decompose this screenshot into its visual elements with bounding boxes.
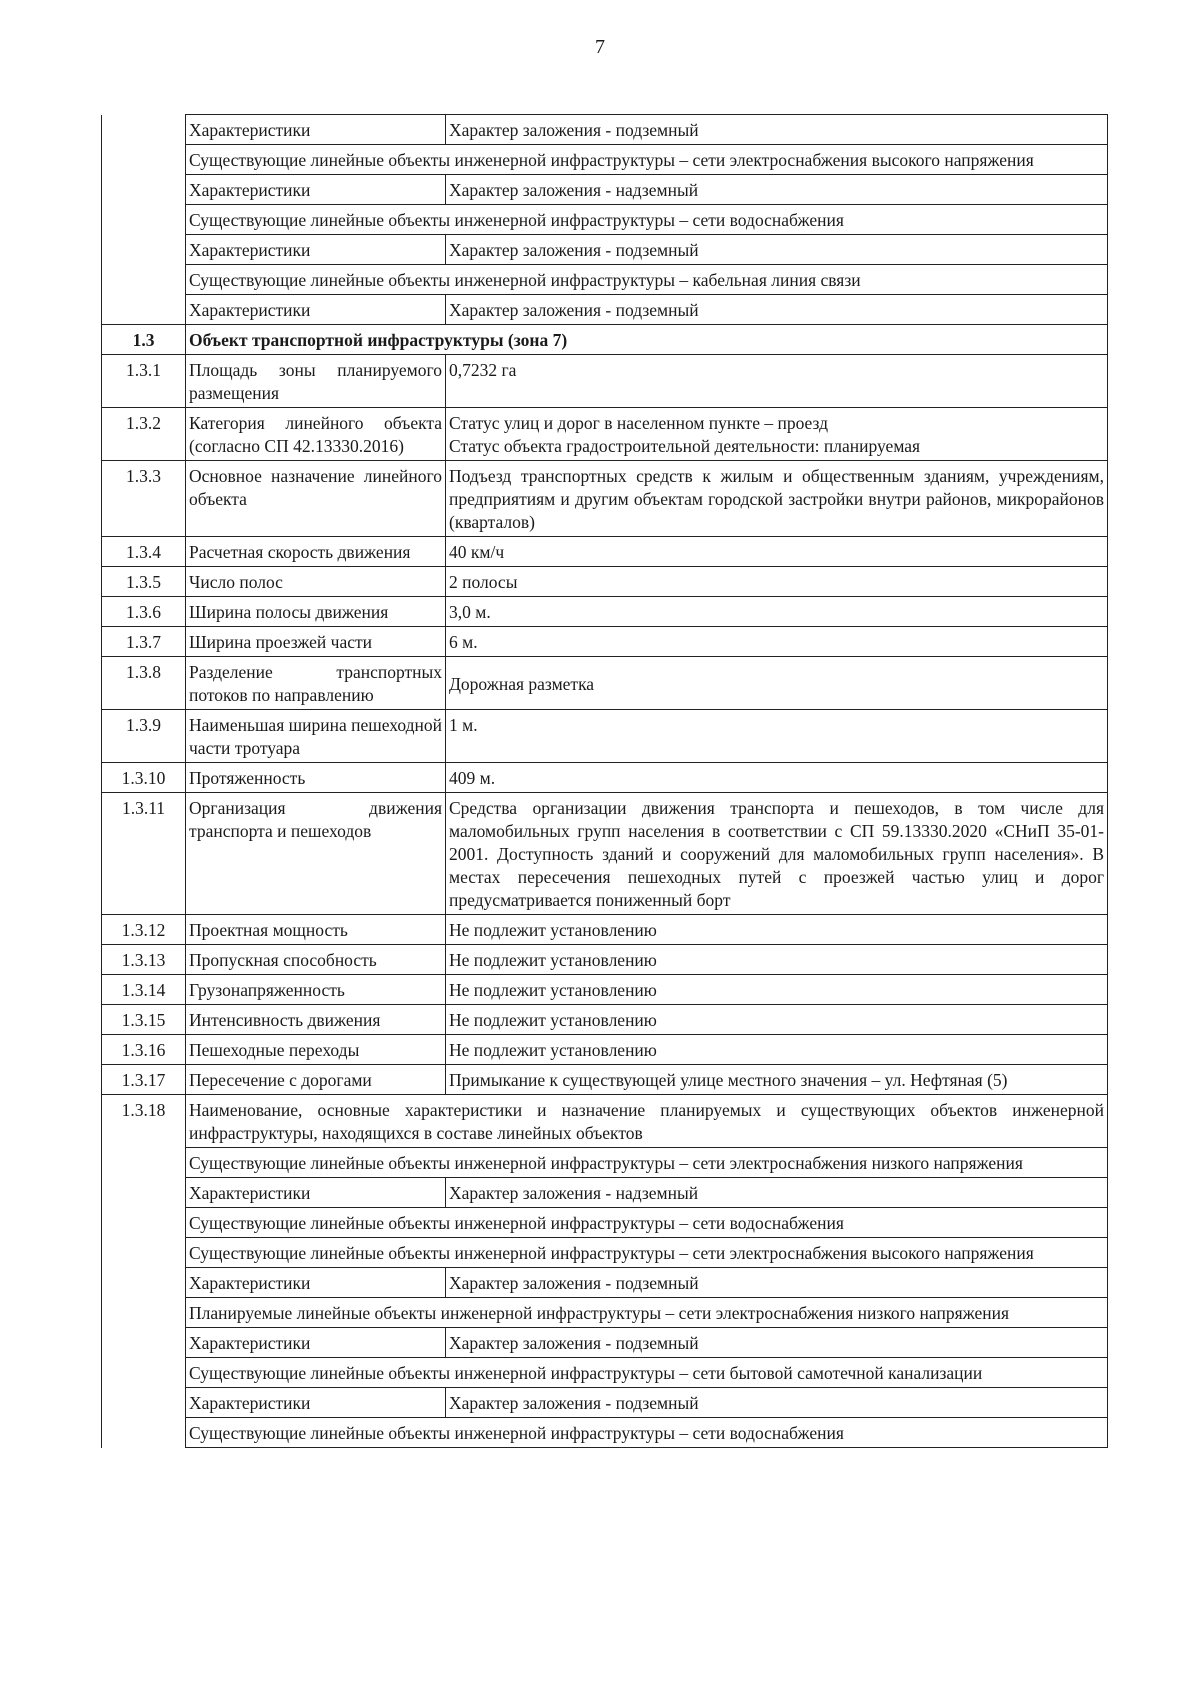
blank-num-cell xyxy=(102,235,186,265)
row-parameter: Разделение транспортных потоков по направлению xyxy=(186,657,446,710)
nested-row xyxy=(102,1418,1108,1448)
row-parameter: Пропускная способность xyxy=(186,945,446,975)
row-value: Не подлежит установлению xyxy=(446,915,1108,945)
characteristic-label: Характеристики xyxy=(186,1178,446,1208)
characteristic-value: Характер заложения - подземный xyxy=(446,1328,1108,1358)
characteristic-label: Характеристики xyxy=(186,115,446,145)
row-parameter: Пересечение с дорогами xyxy=(186,1065,446,1095)
table-row xyxy=(102,915,1108,945)
section-number: 1.3 xyxy=(102,325,186,355)
page-number: 7 xyxy=(595,36,605,58)
row-value: Не подлежит установлению xyxy=(446,1035,1108,1065)
characteristic-label: Характеристики xyxy=(186,295,446,325)
row-number: 1.3.17 xyxy=(102,1065,186,1095)
characteristic-value: Характер заложения - надземный xyxy=(446,1178,1108,1208)
object-description: Существующие линейные объекты инженерной инфраструктуры – сети водоснабжения xyxy=(186,205,1108,235)
row-number: 1.3.2 xyxy=(102,408,186,461)
parameters-table xyxy=(101,114,1108,1448)
table-row xyxy=(102,355,1108,408)
row-parameter: Число полос xyxy=(186,567,446,597)
blank-num-cell xyxy=(102,205,186,235)
table-row xyxy=(102,1035,1108,1065)
row-value: Подъезд транспортных средств к жилым и общественным зданиям, учреждениям, предприятиям и другим объектам городской застройки внутри районов, микрорайонов (кварталов) xyxy=(446,461,1108,537)
continuation-row xyxy=(102,235,1108,265)
row-parameter: Интенсивность движения xyxy=(186,1005,446,1035)
row-number: 1.3.18 xyxy=(102,1095,186,1448)
row-parameter: Основное назначение линейного объекта xyxy=(186,461,446,537)
row-value: 40 км/ч xyxy=(446,537,1108,567)
section-header-row xyxy=(102,325,1108,355)
blank-num-cell xyxy=(102,295,186,325)
row-number: 1.3.7 xyxy=(102,627,186,657)
characteristic-label: Характеристики xyxy=(186,1328,446,1358)
row-number: 1.3.6 xyxy=(102,597,186,627)
nested-row xyxy=(102,1268,1108,1298)
object-description: Существующие линейные объекты инженерной инфраструктуры – кабельная линия связи xyxy=(186,265,1108,295)
continuation-row xyxy=(102,175,1108,205)
table-row xyxy=(102,1095,1108,1148)
object-description: Существующие линейные объекты инженерной инфраструктуры – сети водоснабжения xyxy=(186,1418,1108,1448)
table-row xyxy=(102,408,1108,461)
characteristic-label: Характеристики xyxy=(186,235,446,265)
row-parameter: Наименование, основные характеристики и назначение планируемых и существующих объектов инженерной инфраструктуры, находящихся в составе линейных объектов xyxy=(186,1095,1108,1148)
table-row xyxy=(102,793,1108,915)
row-value: 6 м. xyxy=(446,627,1108,657)
characteristic-value: Характер заложения - подземный xyxy=(446,235,1108,265)
table-row xyxy=(102,657,1108,710)
row-value: 2 полосы xyxy=(446,567,1108,597)
row-value: Не подлежит установлению xyxy=(446,945,1108,975)
row-value: Статус улиц и дорог в населенном пункте – проезд Статус объекта градостроительной деятельности: планируемая xyxy=(446,408,1108,461)
characteristic-label: Характеристики xyxy=(186,1388,446,1418)
object-description: Существующие линейные объекты инженерной инфраструктуры – сети электроснабжения высокого напряжения xyxy=(186,145,1108,175)
row-number: 1.3.3 xyxy=(102,461,186,537)
row-parameter: Площадь зоны планируемого размещения xyxy=(186,355,446,408)
table-row xyxy=(102,537,1108,567)
row-value: Дорожная разметка xyxy=(446,657,1108,710)
row-number: 1.3.5 xyxy=(102,567,186,597)
table-row xyxy=(102,597,1108,627)
row-number: 1.3.1 xyxy=(102,355,186,408)
row-value: Не подлежит установлению xyxy=(446,1005,1108,1035)
table-row xyxy=(102,1005,1108,1035)
row-parameter: Расчетная скорость движения xyxy=(186,537,446,567)
row-parameter: Проектная мощность xyxy=(186,915,446,945)
section-title: Объект транспортной инфраструктуры (зона 7) xyxy=(186,325,1108,355)
row-parameter: Ширина проезжей части xyxy=(186,627,446,657)
nested-row xyxy=(102,1148,1108,1178)
row-value: 409 м. xyxy=(446,763,1108,793)
row-parameter: Наименьшая ширина пешеходной части тротуара xyxy=(186,710,446,763)
row-value: Не подлежит установлению xyxy=(446,975,1108,1005)
row-parameter: Протяженность xyxy=(186,763,446,793)
object-description: Существующие линейные объекты инженерной инфраструктуры – сети бытовой самотечной канализации xyxy=(186,1358,1108,1388)
blank-num-cell xyxy=(102,145,186,175)
nested-row xyxy=(102,1388,1108,1418)
characteristic-value: Характер заложения - подземный xyxy=(446,1268,1108,1298)
characteristic-label: Характеристики xyxy=(186,1268,446,1298)
row-number: 1.3.13 xyxy=(102,945,186,975)
characteristic-value: Характер заложения - надземный xyxy=(446,175,1108,205)
row-parameter: Грузонапряженность xyxy=(186,975,446,1005)
nested-row xyxy=(102,1208,1108,1238)
continuation-row xyxy=(102,205,1108,235)
nested-row xyxy=(102,1328,1108,1358)
continuation-row xyxy=(102,115,1108,145)
row-number: 1.3.4 xyxy=(102,537,186,567)
table-row xyxy=(102,710,1108,763)
object-description: Существующие линейные объекты инженерной инфраструктуры – сети водоснабжения xyxy=(186,1208,1108,1238)
row-number: 1.3.10 xyxy=(102,763,186,793)
row-parameter: Категория линейного объекта (согласно СП 42.13330.2016) xyxy=(186,408,446,461)
blank-num-cell xyxy=(102,175,186,205)
nested-row xyxy=(102,1238,1108,1268)
row-number: 1.3.12 xyxy=(102,915,186,945)
table-row xyxy=(102,461,1108,537)
characteristic-label: Характеристики xyxy=(186,175,446,205)
object-description: Планируемые линейные объекты инженерной инфраструктуры – сети электроснабжения низкого напряжения xyxy=(186,1298,1108,1328)
continuation-row xyxy=(102,265,1108,295)
row-value: Средства организации движения транспорта и пешеходов, в том числе для маломобильных групп населения в соответствии с СП 59.13330.2020 «СНиП 35-01-2001. Доступность зданий и сооружений для маломобильных групп населения». В местах пересечения пешеходных путей с проезжей частью улиц и дорог предусматривается пониженный борт xyxy=(446,793,1108,915)
characteristic-value: Характер заложения - подземный xyxy=(446,115,1108,145)
row-number: 1.3.14 xyxy=(102,975,186,1005)
row-parameter: Пешеходные переходы xyxy=(186,1035,446,1065)
row-value: 0,7232 га xyxy=(446,355,1108,408)
row-number: 1.3.9 xyxy=(102,710,186,763)
nested-row xyxy=(102,1298,1108,1328)
blank-num-cell xyxy=(102,115,186,145)
table-row xyxy=(102,627,1108,657)
table-row xyxy=(102,1065,1108,1095)
row-number: 1.3.11 xyxy=(102,793,186,915)
table-row xyxy=(102,567,1108,597)
row-value: 3,0 м. xyxy=(446,597,1108,627)
continuation-row xyxy=(102,145,1108,175)
row-parameter: Ширина полосы движения xyxy=(186,597,446,627)
nested-row xyxy=(102,1358,1108,1388)
object-description: Существующие линейные объекты инженерной инфраструктуры – сети электроснабжения низкого напряжения xyxy=(186,1148,1108,1178)
row-value: 1 м. xyxy=(446,710,1108,763)
row-value: Примыкание к существующей улице местного значения – ул. Нефтяная (5) xyxy=(446,1065,1108,1095)
row-number: 1.3.16 xyxy=(102,1035,186,1065)
row-parameter: Организация движения транспорта и пешеходов xyxy=(186,793,446,915)
object-description: Существующие линейные объекты инженерной инфраструктуры – сети электроснабжения высокого напряжения xyxy=(186,1238,1108,1268)
nested-row xyxy=(102,1178,1108,1208)
continuation-row xyxy=(102,295,1108,325)
characteristic-value: Характер заложения - подземный xyxy=(446,1388,1108,1418)
table-row xyxy=(102,945,1108,975)
characteristic-value: Характер заложения - подземный xyxy=(446,295,1108,325)
row-number: 1.3.8 xyxy=(102,657,186,710)
table-row xyxy=(102,763,1108,793)
table-row xyxy=(102,975,1108,1005)
blank-num-cell xyxy=(102,265,186,295)
row-number: 1.3.15 xyxy=(102,1005,186,1035)
